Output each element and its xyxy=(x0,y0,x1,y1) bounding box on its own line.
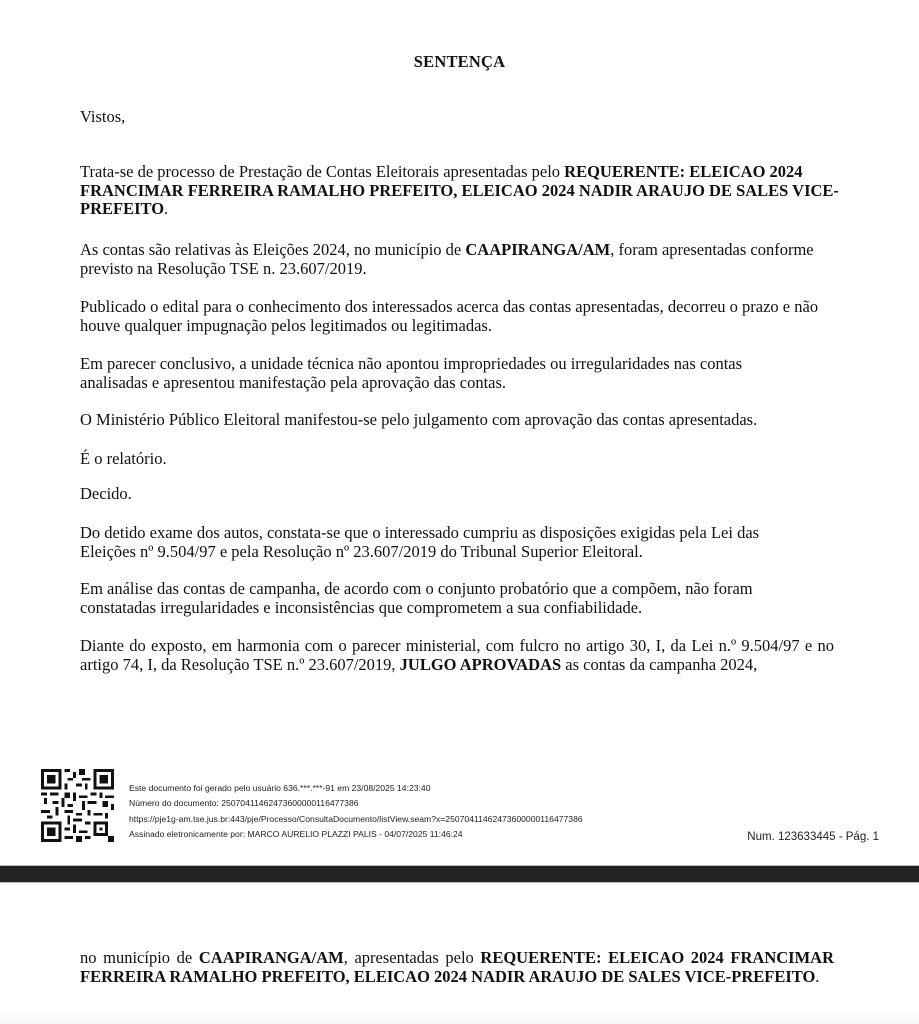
municipality-bold: CAAPIRANGA/AM xyxy=(465,240,611,259)
signature-line: Assinado eletronicamente por: MARCO AURELIO PLAZZI PALIS - 04/07/2025 11:46:24 xyxy=(129,828,463,839)
text-span: Trata-se de processo de Prestação de Contas Eleitorais apresentadas pelo xyxy=(80,162,565,181)
verdict-bold: JULGO APROVADAS xyxy=(399,654,562,674)
paragraph-analysis: Em análise das contas de campanha, de acordo com o conjunto probatório que a compõem, não foram constatadas irregularidades e inconsistências que comprometem a sua confiabilidade. xyxy=(80,579,753,617)
text-span: . xyxy=(164,199,169,219)
text-span: , apresentadas pelo xyxy=(343,948,481,967)
document-metadata xyxy=(129,781,583,842)
paragraph-decision: Decido. xyxy=(80,484,132,503)
page-number: Num. 123633445 - Pág. 1 xyxy=(747,831,879,843)
paragraph-exam: Do detido exame dos autos, constata-se que o interessado cumpriu as disposições exigidas pela Lei das Eleições nº 9.504/97 e pela Resolução nº 23.607/2019 do Tribunal Superior Eleitoral. xyxy=(80,523,760,561)
paragraph-accounts-context xyxy=(80,241,840,278)
text-span: , foram apresentadas conforme previsto na Resolução TSE n. 23.607/2019. xyxy=(80,240,814,278)
paragraph-public-ministry: O Ministério Público Eleitoral manifestou-se pelo julgamento com aprovação das contas apresentadas. xyxy=(80,410,758,429)
document-number-line: Número do documento: 25070411462473600000116477386 xyxy=(129,798,359,809)
page-separator xyxy=(0,865,919,883)
requerente-bold: REQUERENTE: ELEICAO 2024 FRANCIMAR FERREIRA RAMALHO PREFEITO, ELEICAO 2024 NADIR ARAUJO DE SALES VICE-PREFEITO xyxy=(80,948,834,986)
paragraph-process-description xyxy=(80,163,840,219)
paragraph-report: É o relatório. xyxy=(80,449,167,468)
document-url-link[interactable]: https://pje1g-am.tse.jus.br:443/pje/Processo/ConsultaDocumento/listView.seam?x=25070411462473600000116477386 xyxy=(129,813,583,824)
paragraph-edital: Publicado o edital para o conhecimento dos interessados acerca das contas apresentadas, decorreu o prazo e não houve qualquer impugnação pelos legitimados ou legitimadas. xyxy=(80,297,819,335)
requerente-bold: REQUERENTE: ELEICAO 2024 FRANCIMAR FERREIRA RAMALHO PREFEITO, ELEICAO 2024 NADIR ARAUJO DE SALES VICE-PREFEITO xyxy=(80,162,839,219)
paragraph-verdict xyxy=(80,637,834,674)
text-span: . xyxy=(815,966,820,986)
municipality-bold: CAAPIRANGA/AM xyxy=(198,948,344,967)
generated-by-line: Este documento foi gerado pelo usuário 636.***.***-91 em 23/08/2025 14:23:40 xyxy=(129,783,431,793)
document-page-2 xyxy=(0,884,919,1024)
text-span: Diante do exposto, em harmonia com o parecer ministerial, com fulcro no artigo 30, I, da Lei n.º 9.504/97 e no artigo 74, I, da Resolução TSE n.º 23.607/2019, xyxy=(80,636,834,674)
qr-code-icon[interactable] xyxy=(41,769,114,842)
text-span: As contas são relativas às Eleições 2024, no município de xyxy=(80,240,466,259)
greeting-paragraph: Vistos, xyxy=(80,107,126,126)
paragraph-verdict-continuation xyxy=(80,949,834,986)
paragraph-technical-opinion: Em parecer conclusivo, a unidade técnica não apontou impropriedades ou irregularidades nas contas analisadas e apresentou manifestação pela aprovação das contas. xyxy=(80,354,743,392)
text-span: no município de xyxy=(80,948,199,967)
document-title: SENTENÇA xyxy=(413,52,506,71)
text-span: as contas da campanha 2024, xyxy=(561,654,758,674)
